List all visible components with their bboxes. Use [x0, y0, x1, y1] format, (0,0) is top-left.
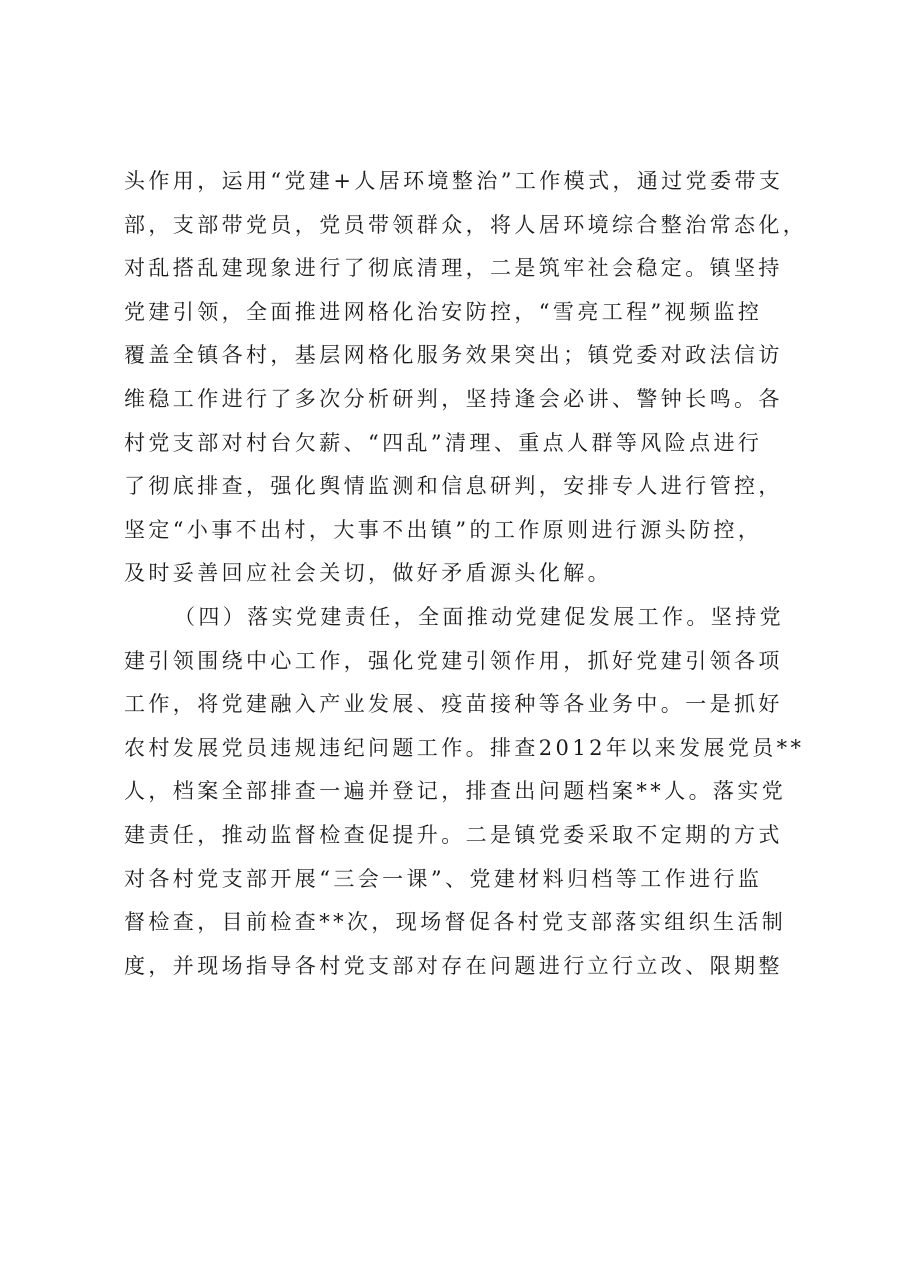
text-line: 部，支部带党员，党员带领群众，将人居环境综合整治常态化， [124, 212, 808, 237]
text-line: 人，档案全部排查一遍并登记，排查出问题档案**人。落实党 [124, 779, 787, 804]
text-line: 对乱搭乱建现象进行了彻底清理，二是筑牢社会稳定。镇坚持 [124, 256, 783, 281]
text-line: 及时妥善回应社会关切，做好矛盾源头化解。 [124, 561, 612, 586]
text-line: 党建引领，全面推进网格化治安防控，“雪亮工程”视频监控 [124, 299, 763, 324]
text-line: （四）落实党建责任，全面推动党建促发展工作。坚持党 [174, 604, 784, 629]
text-line: 度，并现场指导各村党支部对存在问题进行立行立改、限期整 [124, 953, 783, 978]
paragraph-1 [124, 160, 808, 596]
text-line: 建引领围绕中心工作，强化党建引领作用，抓好党建引领各项 [124, 648, 783, 673]
text-line: 了彻底排查，强化舆情监测和信息研判，安排专人进行管控， [124, 474, 783, 499]
text-line: 督检查，目前检查**次，现场督促各村党支部落实组织生活制 [124, 910, 787, 935]
text-line: 建责任，推动监督检查促提升。二是镇党委采取不定期的方式 [124, 822, 783, 847]
paragraph-2 [124, 596, 804, 988]
text-line: 工作，将党建融入产业发展、疫苗接种等各业务中。一是抓好 [124, 692, 783, 717]
text-line: 坚定“小事不出村，大事不出镇”的工作原则进行源头防控， [124, 517, 763, 542]
body-text [124, 160, 808, 988]
text-line: 对各村党支部开展“三会一课”、党建材料归档等工作进行监 [124, 866, 763, 891]
text-line: 村党支部对村台欠薪、“四乱”清理、重点人群等风险点进行 [124, 430, 763, 455]
text-line: 维稳工作进行了多次分析研判，坚持逢会必讲、警钟长鸣。各 [124, 386, 783, 411]
text-line: 覆盖全镇各村，基层网格化服务效果突出；镇党委对政法信访 [124, 343, 783, 368]
text-line: 农村发展党员违规违纪问题工作。排查2012年以来发展党员** [124, 735, 805, 760]
text-line: 头作用，运用“党建+人居环境整治”工作模式，通过党委带支 [124, 169, 784, 193]
